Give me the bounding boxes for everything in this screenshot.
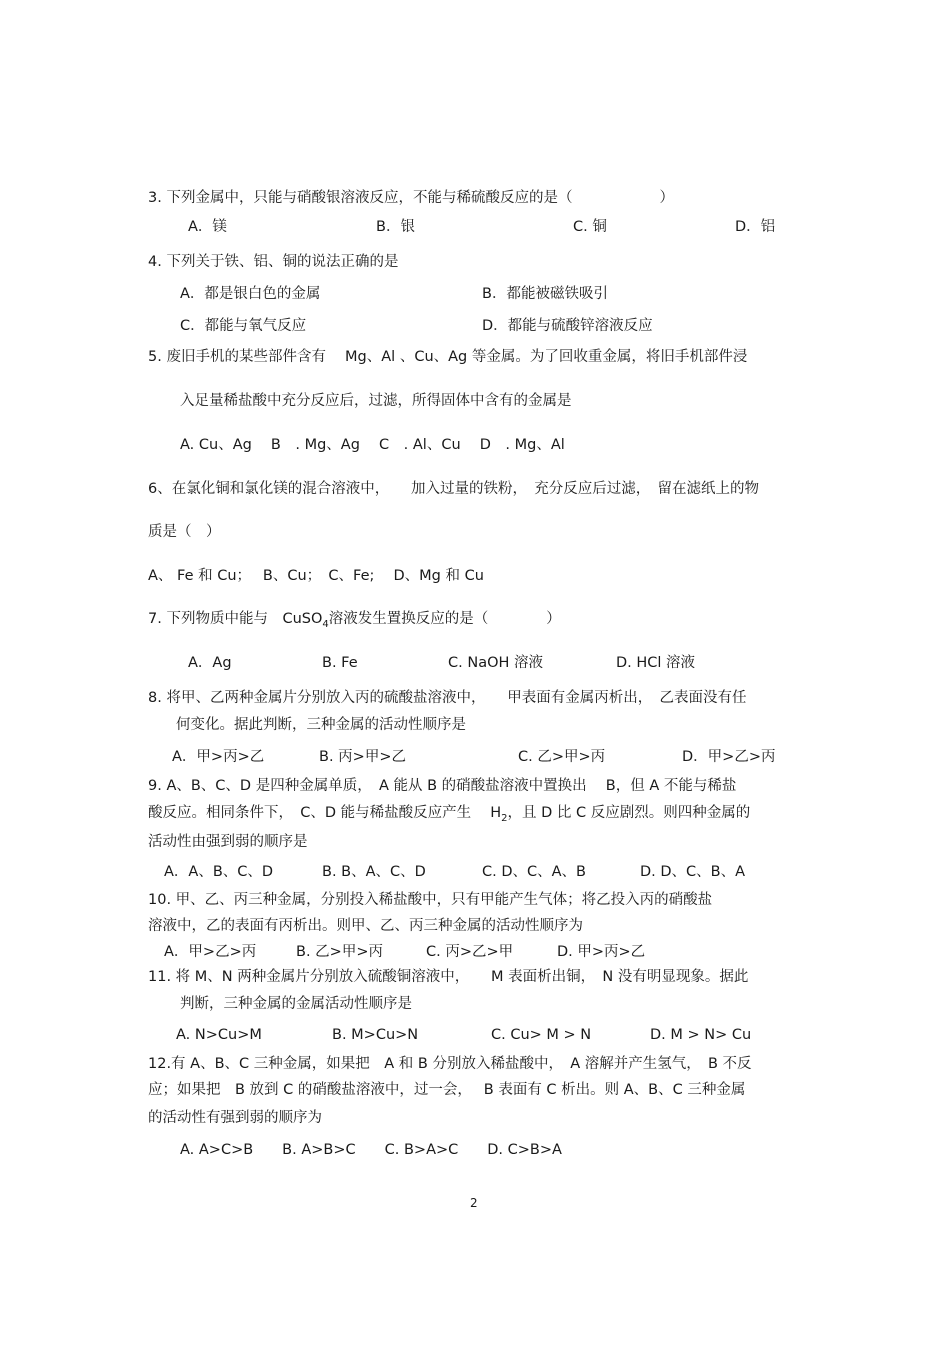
- q4-option-a: A．都是银白色的金属: [180, 286, 321, 302]
- q12-options: A. A>C>B B. A>B>C C. B>A>C D. C>B>A: [180, 1142, 562, 1158]
- q8-option-c: C. 乙>甲>丙: [518, 749, 606, 765]
- q3-option-b: B．银: [376, 219, 415, 235]
- q5-stem-line2: 入足量稀盐酸中充分反应后，过滤，所得固体中含有的金属是: [180, 393, 572, 409]
- q7-stem: [148, 609, 561, 629]
- q5-stem-line1: 5. 废旧手机的某些部件含有 Mg、Al 、Cu、Ag 等金属。为了回收重金属，将旧手机部件浸: [148, 349, 748, 365]
- q4-option-b: B．都能被磁铁吸引: [482, 286, 608, 302]
- q9-stem2-post: ，且 D 比 C 反应剧烈。则四种金属的: [507, 805, 751, 821]
- q10-option-d: D. 甲>丙>乙: [557, 944, 646, 960]
- q3-option-c: C. 铜: [573, 219, 607, 235]
- q7-stem-post: 溶液发生置换反应的是（ ）: [328, 611, 561, 627]
- q7-option-d: D. HCl 溶液: [616, 655, 696, 671]
- q9-stem2-pre: 酸反应。相同条件下， C、D 能与稀盐酸反应产生 H: [148, 805, 502, 821]
- q10-option-b: B. 乙>甲>丙: [296, 944, 383, 960]
- q9-option-b: B. B、A、C、D: [322, 864, 426, 880]
- q9-stem-line1: 9. A、B、C、D 是四种金属单质， A 能从 B 的硝酸盐溶液中置换出 B，但 A 不能与稀盐: [148, 778, 737, 794]
- q4-stem: 4. 下列关于铁、铝、铜的说法正确的是: [148, 254, 399, 270]
- q7-option-b: B. Fe: [322, 655, 358, 671]
- q6-stem-line1: 6、在氯化铜和氯化镁的混合溶液中， 加入过量的铁粉， 充分反应后过滤， 留在滤纸上的物: [148, 481, 759, 497]
- q4-option-d: D．都能与硫酸锌溶液反应: [482, 318, 653, 334]
- q11-stem-line1: 11. 将 M、N 两种金属片分别放入硫酸铜溶液中， M 表面析出铜， N 没有明显现象。据此: [148, 969, 749, 985]
- q11-option-d: D. M > N> Cu: [650, 1027, 752, 1043]
- q3-option-a: A．镁: [188, 219, 227, 235]
- q4-option-c: C．都能与氧气反应: [180, 318, 307, 334]
- q3-option-d: D．铝: [735, 219, 776, 235]
- q9-stem2-subscript: 2: [501, 812, 508, 824]
- q8-stem-line1: 8. 将甲、乙两种金属片分别放入丙的硫酸盐溶液中， 甲表面有金属丙析出， 乙表面没有任: [148, 690, 747, 706]
- q10-option-a: A．甲>乙>丙: [164, 944, 257, 960]
- q11-option-b: B. M>Cu>N: [332, 1027, 419, 1043]
- q8-option-d: D．甲>乙>丙: [682, 749, 776, 765]
- q9-stem-line2: [148, 803, 750, 823]
- q12-stem-line3: 的活动性有强到弱的顺序为: [148, 1110, 322, 1126]
- q7-option-c: C. NaOH 溶液: [448, 655, 544, 671]
- q10-option-c: C. 丙>乙>甲: [426, 944, 514, 960]
- q8-stem-line2: 何变化。据此判断，三种金属的活动性顺序是: [176, 717, 466, 733]
- q10-stem-line2: 溶液中，乙的表面有丙析出。则甲、乙、丙三种金属的活动性顺序为: [148, 918, 583, 934]
- q7-stem-subscript: 4: [322, 618, 329, 630]
- q9-stem-line3: 活动性由强到弱的顺序是: [148, 834, 308, 850]
- q10-stem-line1: 10. 甲、乙、丙三种金属，分别投入稀盐酸中，只有甲能产生气体；将乙投入丙的硝酸盐: [148, 892, 713, 908]
- q6-options: A、 Fe 和 Cu； B、Cu； C、Fe; D、Mg 和 Cu: [148, 568, 484, 584]
- q12-stem-line2: 应；如果把 B 放到 C 的硝酸盐溶液中，过一会， B 表面有 C 析出。则 A、B、C 三种金属: [148, 1082, 746, 1098]
- q11-stem-line2: 判断，三种金属的金属活动性顺序是: [180, 996, 412, 1012]
- q11-option-c: C. Cu> M > N: [491, 1027, 592, 1043]
- q8-option-b: B. 丙>甲>乙: [319, 749, 406, 765]
- page-number: 2: [470, 1196, 478, 1210]
- q7-stem-pre: 7. 下列物质中能与 CuSO: [148, 611, 323, 627]
- q11-option-a: A. N>Cu>M: [176, 1027, 262, 1043]
- q9-option-c: C. D、C、A、B: [482, 864, 586, 880]
- q9-option-a: A．A、B、C、D: [164, 864, 274, 880]
- q12-stem-line1: 12.有 A、B、C 三种金属，如果把 A 和 B 分别放入稀盐酸中， A 溶解并产生氢气， B 不反: [148, 1056, 752, 1072]
- q7-option-a: A．Ag: [188, 655, 232, 671]
- q3-stem: 3. 下列金属中，只能与硝酸银溶液反应，不能与稀硫酸反应的是（ ）: [148, 190, 674, 206]
- q6-stem-line2: 质是（ ）: [148, 524, 221, 540]
- q5-options: A. Cu、Ag B . Mg、Ag C . Al、Cu D . Mg、Al: [180, 437, 565, 453]
- q9-option-d: D. D、C、B、A: [640, 864, 746, 880]
- q8-option-a: A．甲>丙>乙: [172, 749, 265, 765]
